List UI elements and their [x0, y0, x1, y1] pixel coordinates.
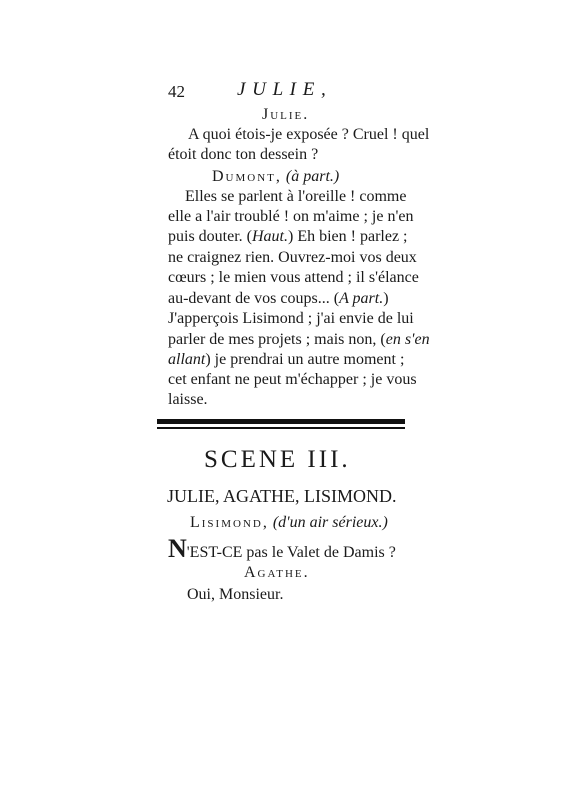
scene-characters: JULIE, AGATHE, LISIMOND. [167, 486, 397, 506]
text-line: A quoi étois-je exposée ? Cruel ! quel [188, 126, 430, 143]
text-fragment: 'EST-CE pas le Valet de Damis ? [186, 544, 396, 561]
stage-direction: (à part.) [285, 168, 340, 185]
text-line [168, 331, 430, 349]
page-number: 42 [168, 82, 185, 101]
stage-direction: A part. [339, 290, 384, 307]
text-line: laisse. [168, 391, 208, 408]
stage-direction: allant [168, 351, 206, 368]
text-line: cœurs ; le mien vous attend ; il s'élance [168, 269, 419, 286]
text-line [168, 351, 404, 369]
text-line: Elles se parlent à l'oreille ! comme [185, 188, 407, 205]
speaker-lisimond: Lisimond, [190, 514, 269, 531]
text-fragment: parler de mes projets ; mais non, ( [168, 331, 386, 348]
text-line: elle a l'air troublé ! on m'aime ; je n'en [168, 208, 414, 225]
text-fragment: puis douter. ( [168, 228, 252, 245]
text-line: étoit donc ton dessein ? [168, 146, 319, 163]
stage-direction-line [190, 514, 388, 532]
running-title: J U L I E , [237, 79, 327, 100]
text-line [168, 290, 389, 308]
stage-direction: Haut. [252, 228, 288, 245]
scene-title: SCENE III. [204, 446, 351, 473]
divider-rule-thin [157, 427, 405, 429]
stage-direction: (d'un air sérieux.) [272, 514, 388, 531]
text-line: J'apperçois Lisimond ; j'ai envie de lui [168, 310, 414, 327]
text-fragment: ) [383, 290, 389, 307]
text-fragment: ) Eh bien ! parlez ; [288, 228, 408, 245]
stage-direction-line [212, 168, 339, 186]
text-fragment: ) je prendrai un autre moment ; [205, 351, 405, 368]
speaker-dumont: Dumont, [212, 168, 282, 185]
text-fragment: au-devant de vos coups... ( [168, 290, 340, 307]
scene-text-line [168, 534, 396, 563]
scene-text-line: Oui, Monsieur. [187, 586, 284, 603]
speaker-julie: Julie. [262, 106, 310, 123]
text-line: cet enfant ne peut m'échapper ; je vous [168, 371, 417, 388]
drop-cap: N [168, 534, 187, 563]
speaker-agathe: Agathe. [244, 564, 310, 581]
text-line: ne craignez rien. Ouvrez-moi vos deux [168, 249, 417, 266]
stage-direction: en s'en [385, 331, 430, 348]
divider-rule-thick [157, 419, 405, 424]
text-line [168, 228, 408, 246]
